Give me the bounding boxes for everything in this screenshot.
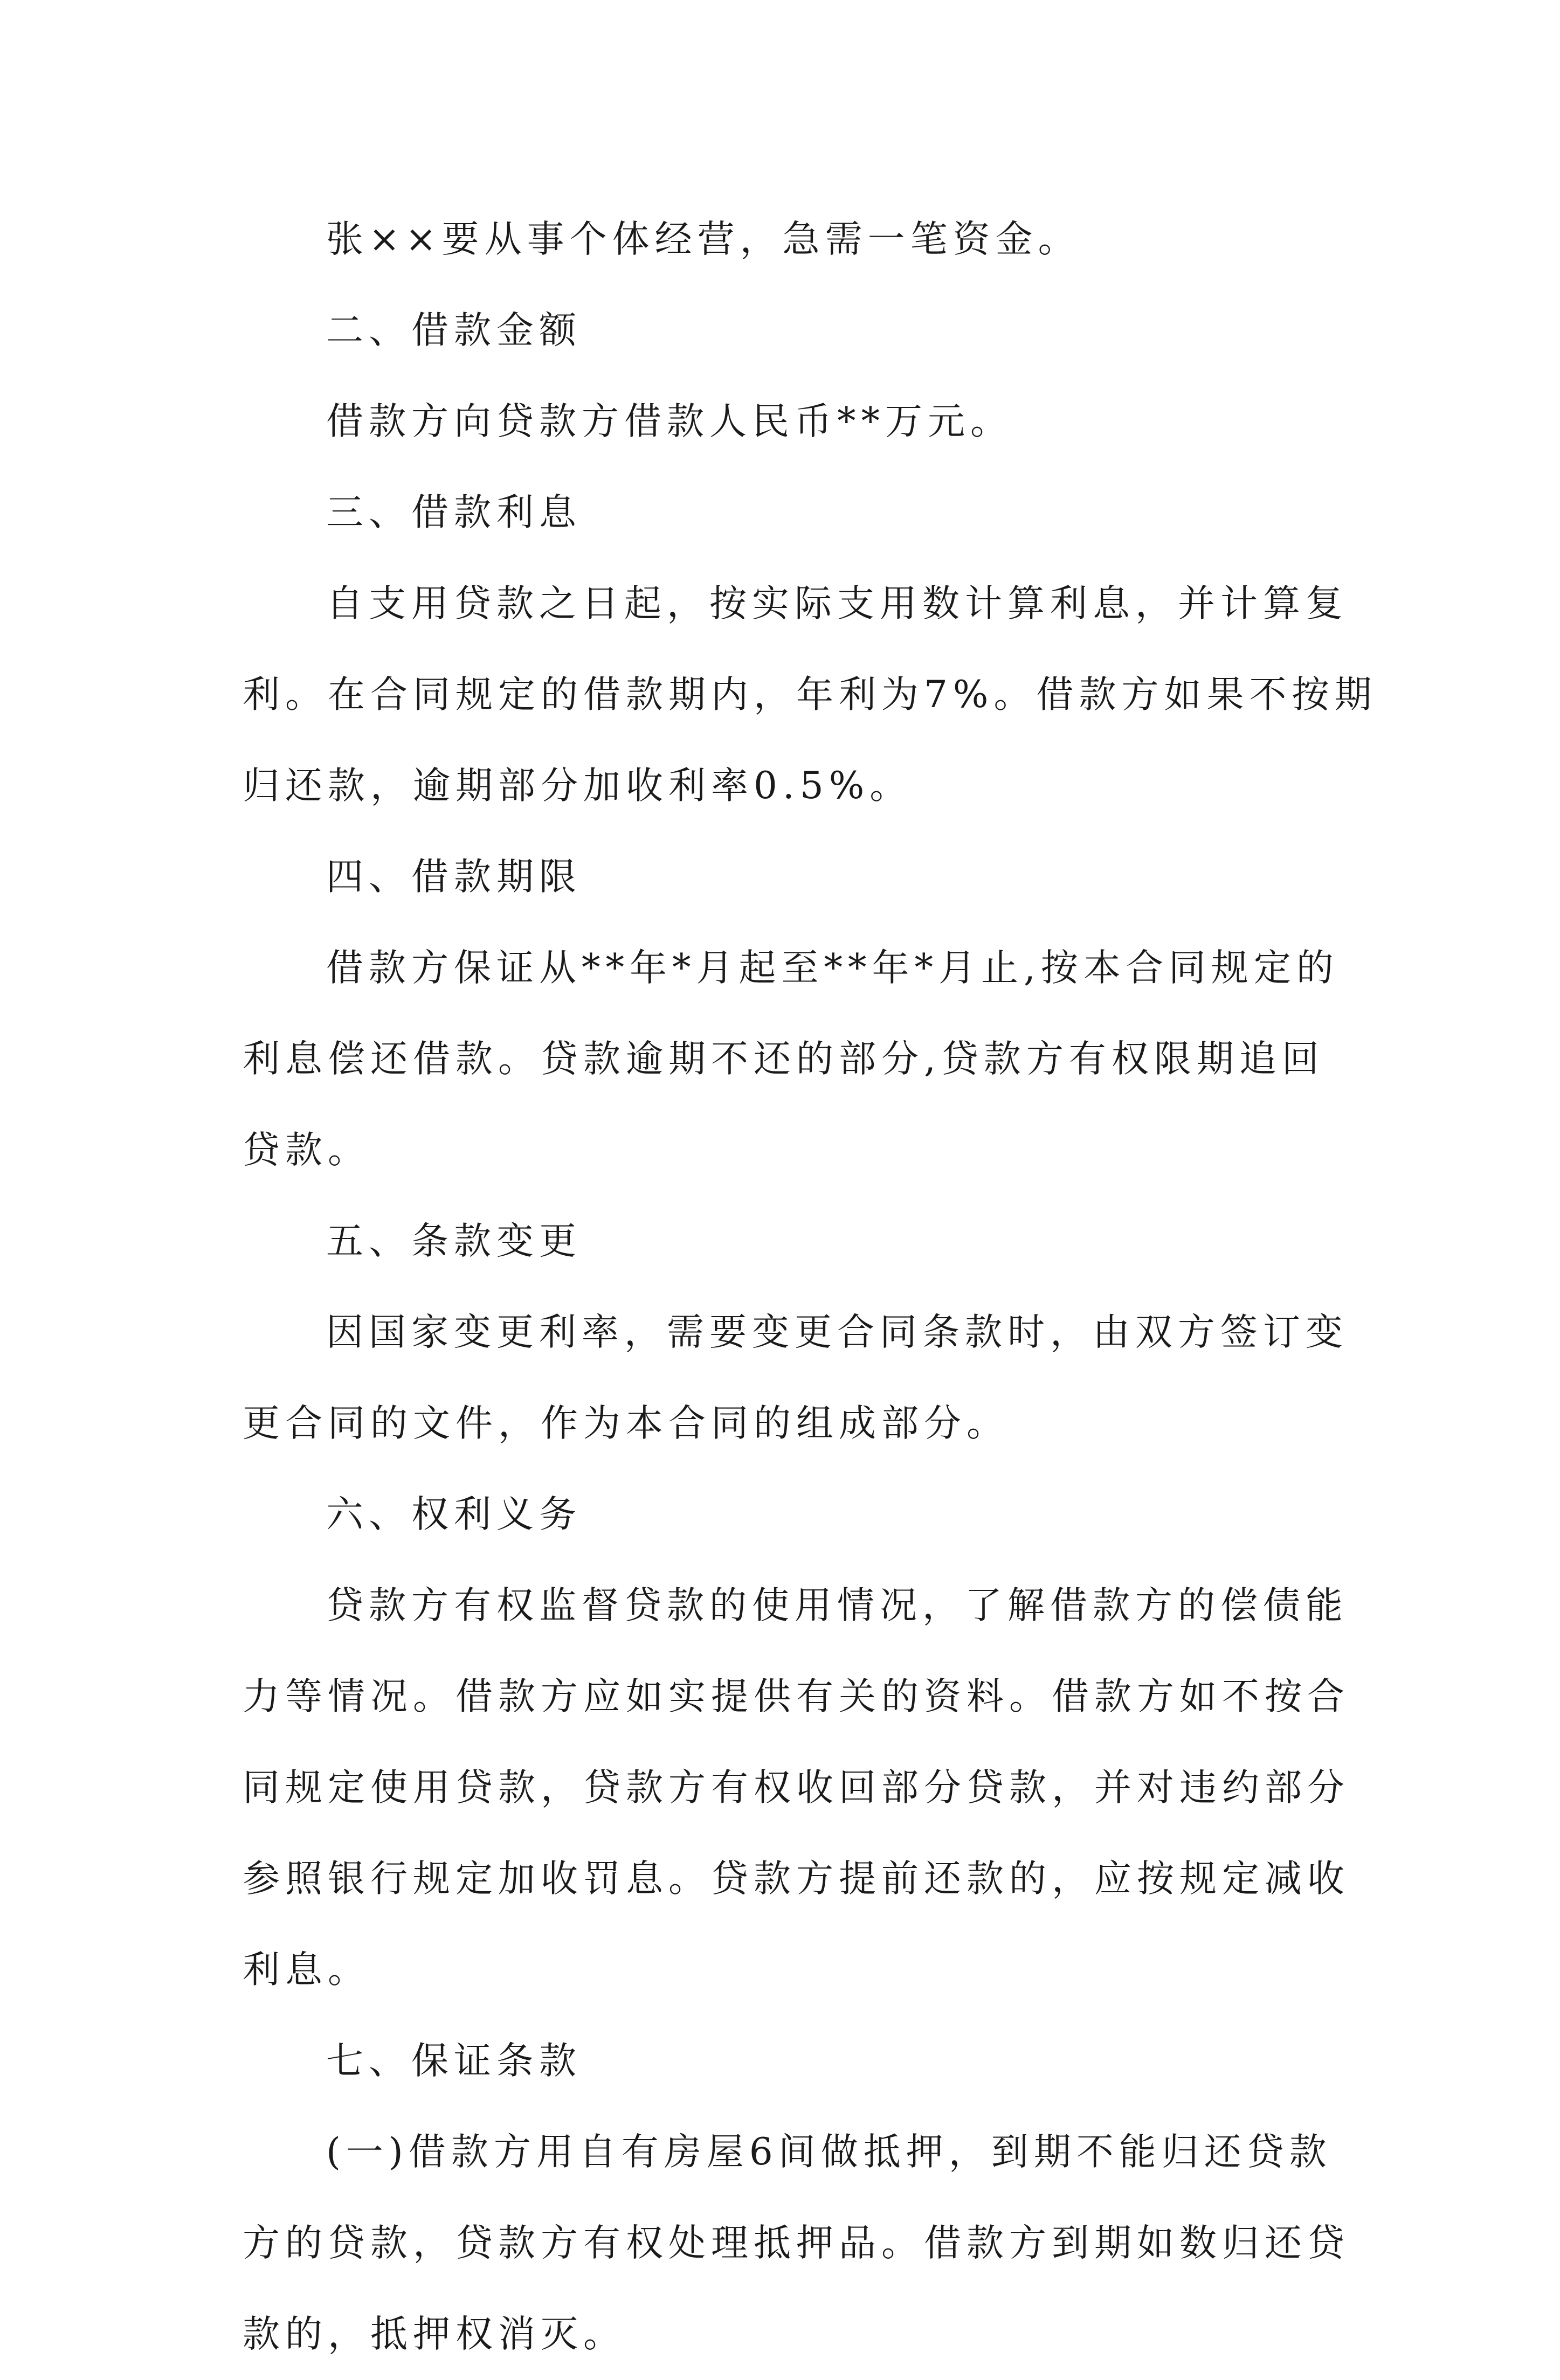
document-body [243,194,1377,2380]
paragraph-line: 利。在合同规定的借款期内，年利为7%。借款方如果不按期 [243,673,1377,716]
paragraph-line: 贷款。 [243,1129,370,1172]
paragraph-line: 方的贷款，贷款方有权处理抵押品。借款方到期如数归还贷 [243,2222,1350,2265]
paragraph-line: 参照银行规定加收罚息。贷款方提前还款的，应按规定减收 [243,1857,1350,1900]
section-heading-loan-amount: 二、借款金额 [326,309,582,352]
paragraph-line: 张××要从事个体经营，急需一笔资金。 [326,218,1081,261]
paragraph-line: 借款方向贷款方借款人民币**万元。 [326,400,1013,443]
paragraph-line: 自支用贷款之日起，按实际支用数计算利息，并计算复 [326,582,1348,625]
paragraph-line: 款的，抵押权消灭。 [243,2313,626,2356]
paragraph-line: 归还款，逾期部分加收利率0.5%。 [243,764,913,807]
section-heading-rights-obligations: 六、权利义务 [326,1493,582,1536]
paragraph-line: 利息。 [243,1948,370,1991]
paragraph-line: 力等情况。借款方应如实提供有关的资料。借款方如不按合 [243,1675,1350,1718]
paragraph-line: 借款方保证从**年*月起至**年*月止,按本合同规定的 [326,946,1339,990]
section-heading-clause-change: 五、条款变更 [326,1220,582,1263]
section-heading-guarantee-clause: 七、保证条款 [326,2039,582,2082]
paragraph-line: 因国家变更利率，需要变更合同条款时，由双方签订变 [326,1311,1348,1354]
paragraph-line: 更合同的文件，作为本合同的组成部分。 [243,1402,1009,1445]
paragraph-line: 同规定使用贷款，贷款方有权收回部分贷款，并对违约部分 [243,1766,1350,1809]
section-heading-loan-term: 四、借款期限 [326,855,582,898]
paragraph-line: 贷款方有权监督贷款的使用情况，了解借款方的偿债能 [326,1584,1348,1627]
paragraph-line: 利息偿还借款。贷款逾期不还的部分,贷款方有权限期追回 [243,1037,1324,1081]
paragraph-line: (一)借款方用自有房屋6间做抵押，到期不能归还贷款 [326,2130,1332,2174]
section-heading-loan-interest: 三、借款利息 [326,491,582,534]
